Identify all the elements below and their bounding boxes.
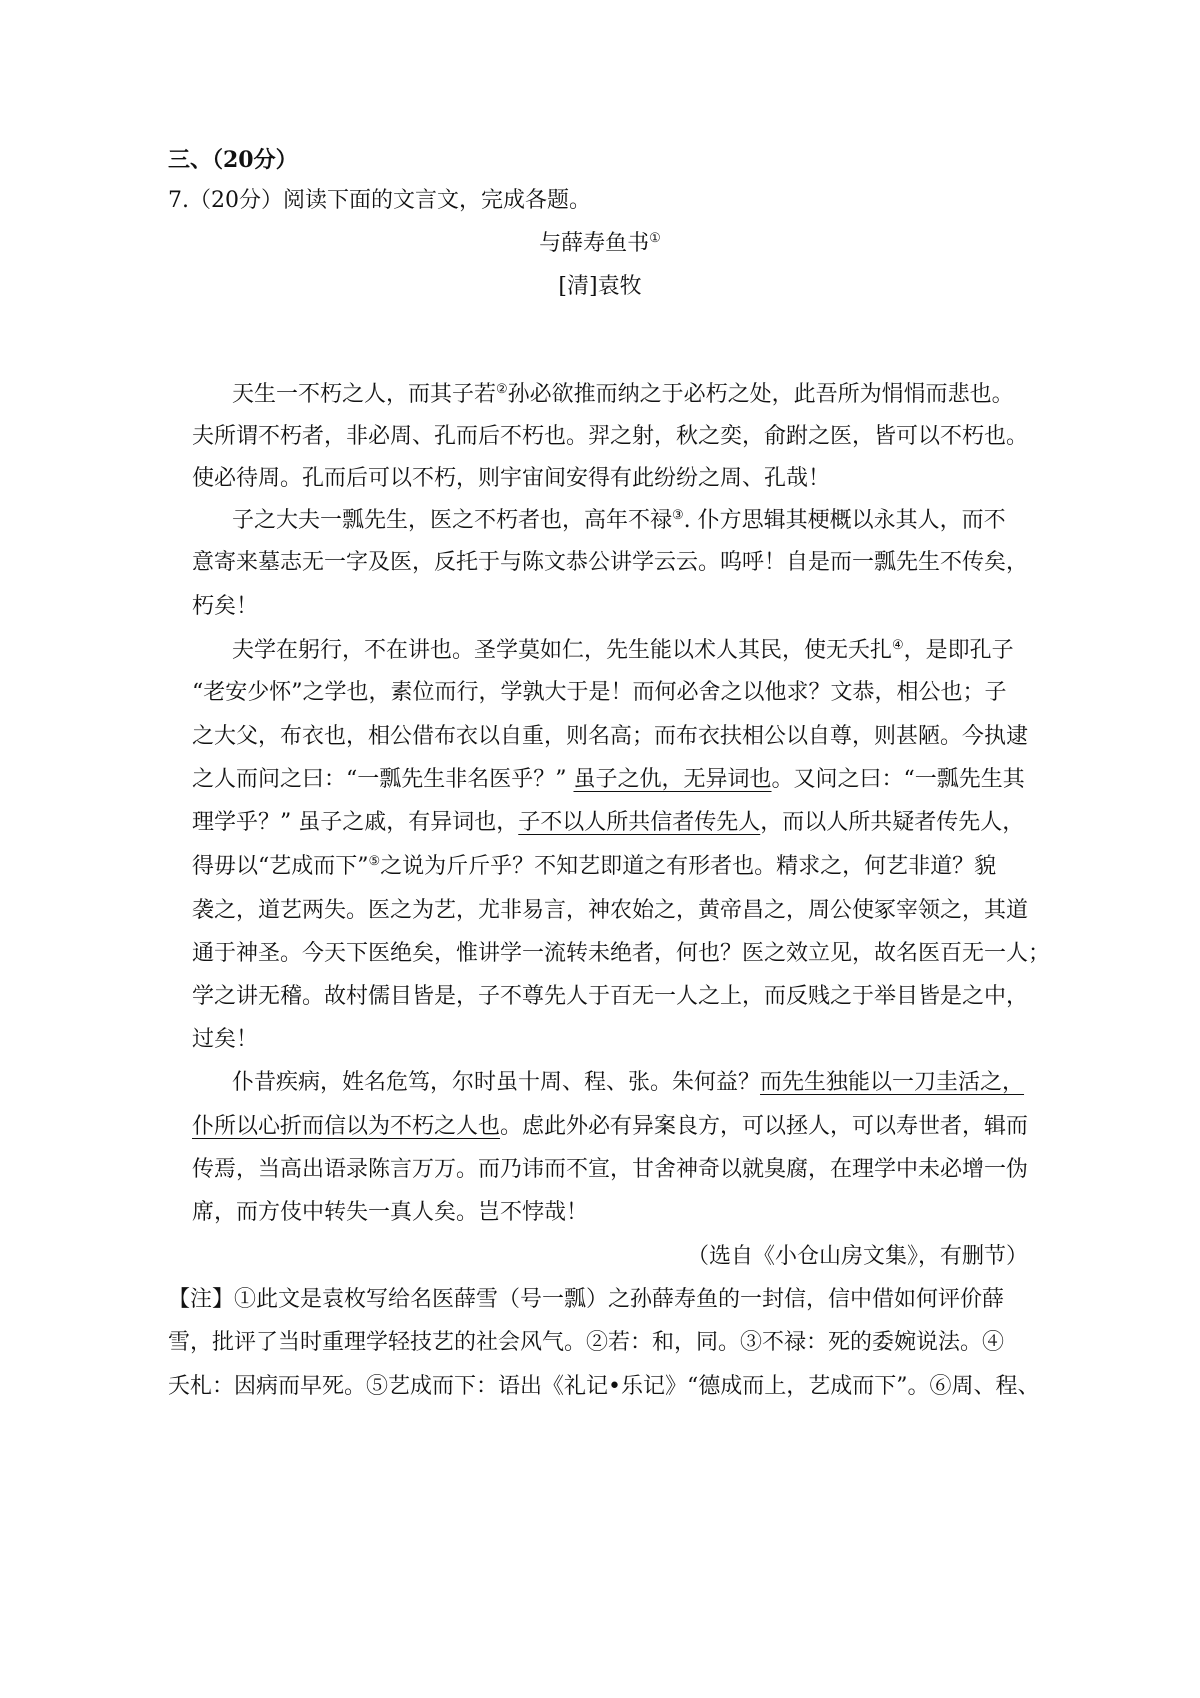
passage-text: 之说为斤斤乎？不知艺即道之有形者也。精求之，何艺非道？貌 <box>380 854 997 879</box>
passage-text: 仆昔疾病，姓名危笃，尔时虽十周、程、张。朱何益？ <box>232 1070 761 1095</box>
underlined-sentence: 而先生独能以一刀圭活之， <box>760 1070 1025 1095</box>
passage-line <box>232 380 1014 410</box>
passage-title-text: 与薛寿鱼书 <box>539 231 650 256</box>
passage-line: 意寄来墓志无一字及医，反托于与陈文恭公讲学云云。呜呼！自是而一瓢先生不传矣， <box>192 550 1029 575</box>
passage-line <box>232 506 1006 536</box>
footnote-marker: ② <box>496 382 508 397</box>
passage-text: . 仆方思辑其梗概以永其人，而不 <box>683 508 1006 533</box>
passage-text: 孙必欲推而纳之于必朽之处，此吾所为悁悁而悲也。 <box>507 382 1014 407</box>
passage-line: 使必待周。孔而后可以不朽，则宇宙间安得有此纷纷之周、孔哉！ <box>192 466 831 491</box>
passage-line <box>232 636 1014 666</box>
underlined-sentence: 仆所以心折而信以为不朽之人也 <box>192 1114 501 1139</box>
footnote-marker: ⑤ <box>368 854 381 869</box>
passage-line: 之大父，布衣也，相公借布衣以自重，则名高；而布衣扶相公以自尊，则甚陋。今执逮 <box>192 724 1029 749</box>
passage-line: 学之讲无稽。故村儒目皆是，子不尊先人于百无一人之上，而反贱之于举目皆是之中， <box>192 984 1029 1009</box>
passage-text: 天生一不朽之人，而其子若 <box>232 382 497 407</box>
footnote-marker: ① <box>649 231 661 246</box>
note-line: 夭札：因病而早死。⑤艺成而下：语出《礼记•乐记》“德成而上，艺成而下”。⑥周、程、 <box>168 1374 1040 1399</box>
passage-line <box>232 1068 1024 1098</box>
passage-text: 夫学在躬行，不在讲也。圣学莫如仁，先生能以术人其民，使无夭扎 <box>232 638 893 663</box>
passage-line: “老安少怀”之学也，素位而行，学孰大于是！而何必舍之以他求？文恭，相公也；子 <box>192 680 1007 705</box>
note-line: 【注】①此文是袁枚写给名医薛雪（号一瓢）之孙薛寿鱼的一封信，信中借如何评价薛 <box>168 1287 1005 1312</box>
section-header: 三、（20分） <box>168 147 298 173</box>
passage-text: 之人而问之曰：“一瓢先生非名医乎？” <box>192 767 574 792</box>
passage-line <box>192 808 1024 838</box>
passage-text: ，而以人所共疑者传先人， <box>760 810 1025 835</box>
passage-line: 传焉，当高出语录陈言万万。而乃讳而不宣，甘舍神奇以就臭腐，在理学中未必增一伪 <box>192 1157 1029 1182</box>
passage-text: 理学乎？” 虽子之戚，有异词也， <box>192 810 519 835</box>
footnote-marker: ④ <box>892 638 904 653</box>
question-prompt: 7.（20分）阅读下面的文言文，完成各题。 <box>168 188 591 213</box>
note-line: 雪，批评了当时重理学轻技艺的社会风气。②若：和，同。③不禄：死的委婉说法。④ <box>168 1330 1005 1355</box>
passage-text: 。虑此外必有异案良方，可以拯人，可以寿世者，辑而 <box>500 1114 1029 1139</box>
passage-title <box>0 229 1200 259</box>
underlined-sentence: 虽子之仇，无异词也 <box>573 767 772 792</box>
passage-text: 子之大夫一瓢先生，医之不朽者也，高年不禄 <box>232 508 673 533</box>
passage-line: 通于神圣。今天下医绝矣，惟讲学一流转未绝者，何也？医之效立见，故名医百无一人； <box>192 941 1051 966</box>
underlined-sentence: 子不以人所共信者传先人 <box>518 810 761 835</box>
passage-line <box>192 765 1025 795</box>
passage-text: ，是即孔子 <box>903 638 1014 663</box>
source-citation: （选自《小仓山房文集》，有删节） <box>686 1244 1028 1269</box>
passage-line: 袭之，道艺两失。医之为艺，尤非易言，神农始之，黄帝昌之，周公使冢宰领之，其道 <box>192 898 1029 923</box>
passage-line: 夫所谓不朽者，非必周、孔而后不朽也。羿之射，秋之奕，俞跗之医，皆可以不朽也。 <box>192 424 1029 449</box>
passage-author: [清]袁牧 <box>558 274 642 299</box>
passage-line: 席，而方伎中转失一真人矣。岂不悖哉！ <box>192 1200 589 1225</box>
passage-line: 过矣！ <box>192 1027 259 1052</box>
passage-line: 朽矣！ <box>192 594 259 619</box>
passage-text: 得毋以“艺成而下” <box>192 854 369 879</box>
footnote-marker: ③ <box>672 508 684 523</box>
passage-text: 。又问之曰：“一瓢先生其 <box>771 767 1025 792</box>
passage-line <box>192 1112 1028 1142</box>
passage-line <box>192 852 996 882</box>
